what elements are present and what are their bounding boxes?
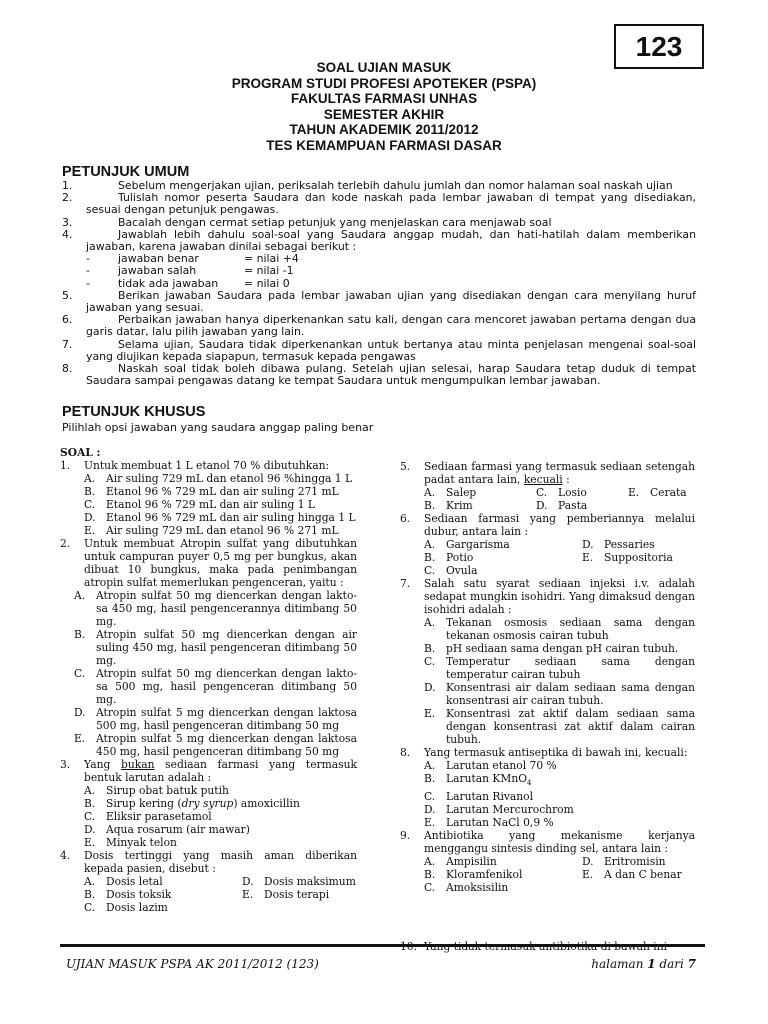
option: D. Atropin sulfat 5 mg diencerkan dengan laktosa 500 mg, hasil pengenceran ditimbang 50 mg xyxy=(74,706,357,732)
instruction-item: 6. Perbaikan jawaban hanya diperkenankan satu kali, dengan cara mencoret jawaban pertama dengan dua garis datar, lalu pilih jawaban yang lain. xyxy=(62,313,696,339)
question-10: 10. Yang tidak termasuk antibiotika di bawah ini xyxy=(400,940,668,954)
option: E. Larutan NaCl 0,9 % xyxy=(424,816,554,830)
option-row xyxy=(60,901,357,914)
option-row xyxy=(400,538,695,551)
option-row xyxy=(60,888,357,901)
option: B. Kloramfenikol xyxy=(424,868,523,882)
scoring-row: - jawaban salah = nilai -1 xyxy=(86,264,294,278)
questions-right-column xyxy=(400,460,695,953)
option: A. Air suling 729 mL dan etanol 96 %hingga 1 L xyxy=(84,472,353,485)
option: A. Ampisilin xyxy=(424,855,497,869)
soal-label: SOAL : xyxy=(60,446,101,459)
option-row xyxy=(60,875,357,888)
option-row xyxy=(400,486,695,499)
option: E. A dan C benar xyxy=(582,868,682,882)
option-row xyxy=(400,855,695,868)
option: D. Eritromisin xyxy=(582,855,666,869)
option: C. Temperatur sediaan sama dengan temperatur cairan tubuh xyxy=(424,655,695,681)
option: C. Eliksir parasetamol xyxy=(84,810,212,823)
question-1: 1. Untuk membuat 1 L etanol 70 % dibutuhkan: xyxy=(60,459,330,472)
question-4: 4. Dosis tertinggi yang masih aman diberikan kepada pasien, disebut : xyxy=(60,849,357,875)
question-7: 7. Salah satu syarat sediaan injeksi i.v. adalah sedapat mungkin isohidri. Yang dimaksud dengan isohidri adalah : xyxy=(400,577,695,616)
option: D. Konsentrasi air dalam sediaan sama dengan konsentrasi air cairan tubuh. xyxy=(424,681,695,707)
header-line: SOAL UJIAN MASUK xyxy=(316,60,452,75)
general-instructions-title: PETUNJUK UMUM xyxy=(62,164,190,180)
option: C. Ovula xyxy=(424,564,478,577)
option: C. Atropin sulfat 50 mg diencerkan dengan lakto- sa 500 mg, hasil pengenceran ditimbang 50 mg. xyxy=(74,667,357,706)
option: A. Sirup obat batuk putih xyxy=(84,784,229,797)
footer-exam-title: UJIAN MASUK PSPA AK 2011/2012 (123) xyxy=(66,957,319,971)
questions-left-column xyxy=(60,446,357,914)
special-instructions-desc: Pilihlah opsi jawaban yang saudara anggap paling benar xyxy=(62,421,374,434)
option: B. Etanol 96 % 729 mL dan air suling 271 mL xyxy=(84,485,339,498)
question-9: 9. Antibiotika yang mekanisme kerjanya menggangu sintesis dinding sel, antara lain : xyxy=(400,829,695,856)
question-5: 5. Sediaan farmasi yang termasuk sediaan setengah padat antara lain, kecuali : xyxy=(400,460,695,486)
option: E. Atropin sulfat 5 mg diencerkan dengan laktosa 450 mg, hasil pengenceran ditimbang 50 mg xyxy=(74,732,357,758)
option: C. Dosis lazim xyxy=(84,901,168,914)
option: E. Cerata xyxy=(628,486,687,499)
option-row xyxy=(400,881,695,894)
option: A. Atropin sulfat 50 mg diencerkan dengan lakto- sa 450 mg, hasil pengencerannya ditimbang 50 mg. xyxy=(74,589,357,628)
question-8: 8. Yang termasuk antiseptika di bawah ini, kecuali: xyxy=(400,746,688,759)
option: C. Losio xyxy=(536,486,587,499)
instruction-item: 5. Berikan jawaban Saudara pada lembar jawaban ujian yang disediakan dengan cara menyilang huruf jawaban yang sesuai. xyxy=(62,288,696,315)
header-line: TES KEMAMPUAN FARMASI DASAR xyxy=(266,137,502,153)
special-instructions-title: PETUNJUK KHUSUS xyxy=(62,404,206,420)
footer-page-indicator: halaman 1 dari 7 xyxy=(591,957,696,971)
question-2: 2. Untuk membuat Atropin sulfat yang dibutuhkan untuk campuran puyer 0,5 mg per bungkus, akan dibuat 10 bungkus, maka pada penimbangan atropin sulfat memerlukan pengenceran, yaitu : xyxy=(60,537,357,589)
instruction-item: 1. Sebelum mengerjakan ujian, periksalah terlebih dahulu jumlah dan nomor halaman soal naskah ujian xyxy=(62,179,673,192)
option: D. Aqua rosarum (air mawar) xyxy=(84,823,250,836)
option-row xyxy=(400,551,695,564)
header-line: PROGRAM STUDI PROFESI APOTEKER (PSPA) xyxy=(231,75,537,91)
instruction-item: 3. Bacalah dengan cermat setiap petunjuk yang menjelaskan cara menjawab soal xyxy=(62,215,552,229)
question-6: 6. Sediaan farmasi yang pemberiannya melalui dubur, antara lain : xyxy=(400,512,695,538)
option: E. Minyak telon xyxy=(84,836,177,849)
option: E. Air suling 729 mL dan etanol 96 % 271 mL xyxy=(84,524,339,537)
option: B. Atropin sulfat 50 mg diencerkan dengan air suling 450 mg, hasil pengenceran ditimbang 50 mg. xyxy=(74,628,357,667)
option: D. Pessaries xyxy=(582,538,655,551)
scoring-row: - tidak ada jawaban = nilai 0 xyxy=(86,276,290,290)
scoring-row: - jawaban benar = nilai +4 xyxy=(86,252,299,266)
option: B. Dosis toksik xyxy=(84,888,172,901)
option: D. Larutan Mercurochrom xyxy=(424,803,574,817)
option: A. Salep xyxy=(424,486,477,499)
option: A. Larutan etanol 70 % xyxy=(424,759,557,772)
instruction-item: 8. Naskah soal tidak boleh dibawa pulang. Setelah ujian selesai, harap Saudara tetap duduk di tempat Saudara sampai pengawas datang ke tempat Saudara untuk mengumpulkan lembar jawaban. xyxy=(62,362,696,388)
general-instructions xyxy=(62,180,696,387)
option: D. Etanol 96 % 729 mL dan air suling hingga 1 L xyxy=(84,511,356,524)
option-row xyxy=(400,868,695,881)
option-row xyxy=(400,499,695,512)
option: E. Suppositoria xyxy=(582,551,673,564)
instruction-item: 2. Tulislah nomor peserta Saudara dan kode naskah pada lembar jawaban di tempat yang disediakan, sesuai dengan petunjuk pengawas. xyxy=(62,191,696,217)
option: A. Tekanan osmosis sediaan sama dengan tekanan osmosis cairan tubuh xyxy=(424,616,695,642)
exam-code-box: 123 xyxy=(614,24,704,69)
option: B. Sirup kering (dry syrup) amoxicillin xyxy=(84,797,300,810)
instruction-item: 4. Jawablah lebih dahulu soal-soal yang Saudara anggap mudah, dan hati-hatilah dalam memberikan jawaban, karena jawaban dinilai sebagai berikut : xyxy=(62,227,696,254)
option: C. Etanol 96 % 729 mL dan air suling 1 L xyxy=(84,498,315,511)
option: B. Larutan KMnO$_4$ xyxy=(424,772,532,788)
document-header xyxy=(0,60,768,153)
header-line: TAHUN AKADEMIK 2011/2012 xyxy=(289,122,479,137)
option: B. Potio xyxy=(424,551,474,564)
option: C. Larutan Rivanol xyxy=(424,790,534,804)
option: B. pH sediaan sama dengan pH cairan tubuh. xyxy=(424,642,679,655)
option: C. Amoksisilin xyxy=(424,881,509,895)
instruction-item: 7. Selama ujian, Saudara tidak diperkenankan untuk bertanya atau minta penjelasan mengenai soal-soal yang diujikan kepada siapapun, termasuk kepada pengawas xyxy=(62,337,696,363)
question-3: 3. Yang bukan sediaan farmasi yang termasuk bentuk larutan adalah : xyxy=(60,758,358,784)
header-line: SEMESTER AKHIR xyxy=(323,106,445,122)
option: A. Dosis letal xyxy=(84,875,163,888)
option: B. Krim xyxy=(424,499,473,512)
option-row xyxy=(400,564,695,577)
option: D. Dosis maksimum xyxy=(242,875,356,888)
option: E. Dosis terapi xyxy=(242,888,330,901)
option: D. Pasta xyxy=(536,499,588,512)
footer-divider xyxy=(60,944,705,947)
header-line: FAKULTAS FARMASI UNHAS xyxy=(290,91,478,106)
option: E. Konsentrasi zat aktif dalam sediaan sama dengan konsentrasi zat aktif dalam cairan tubuh. xyxy=(424,707,695,746)
option: A. Gargarisma xyxy=(424,538,510,551)
